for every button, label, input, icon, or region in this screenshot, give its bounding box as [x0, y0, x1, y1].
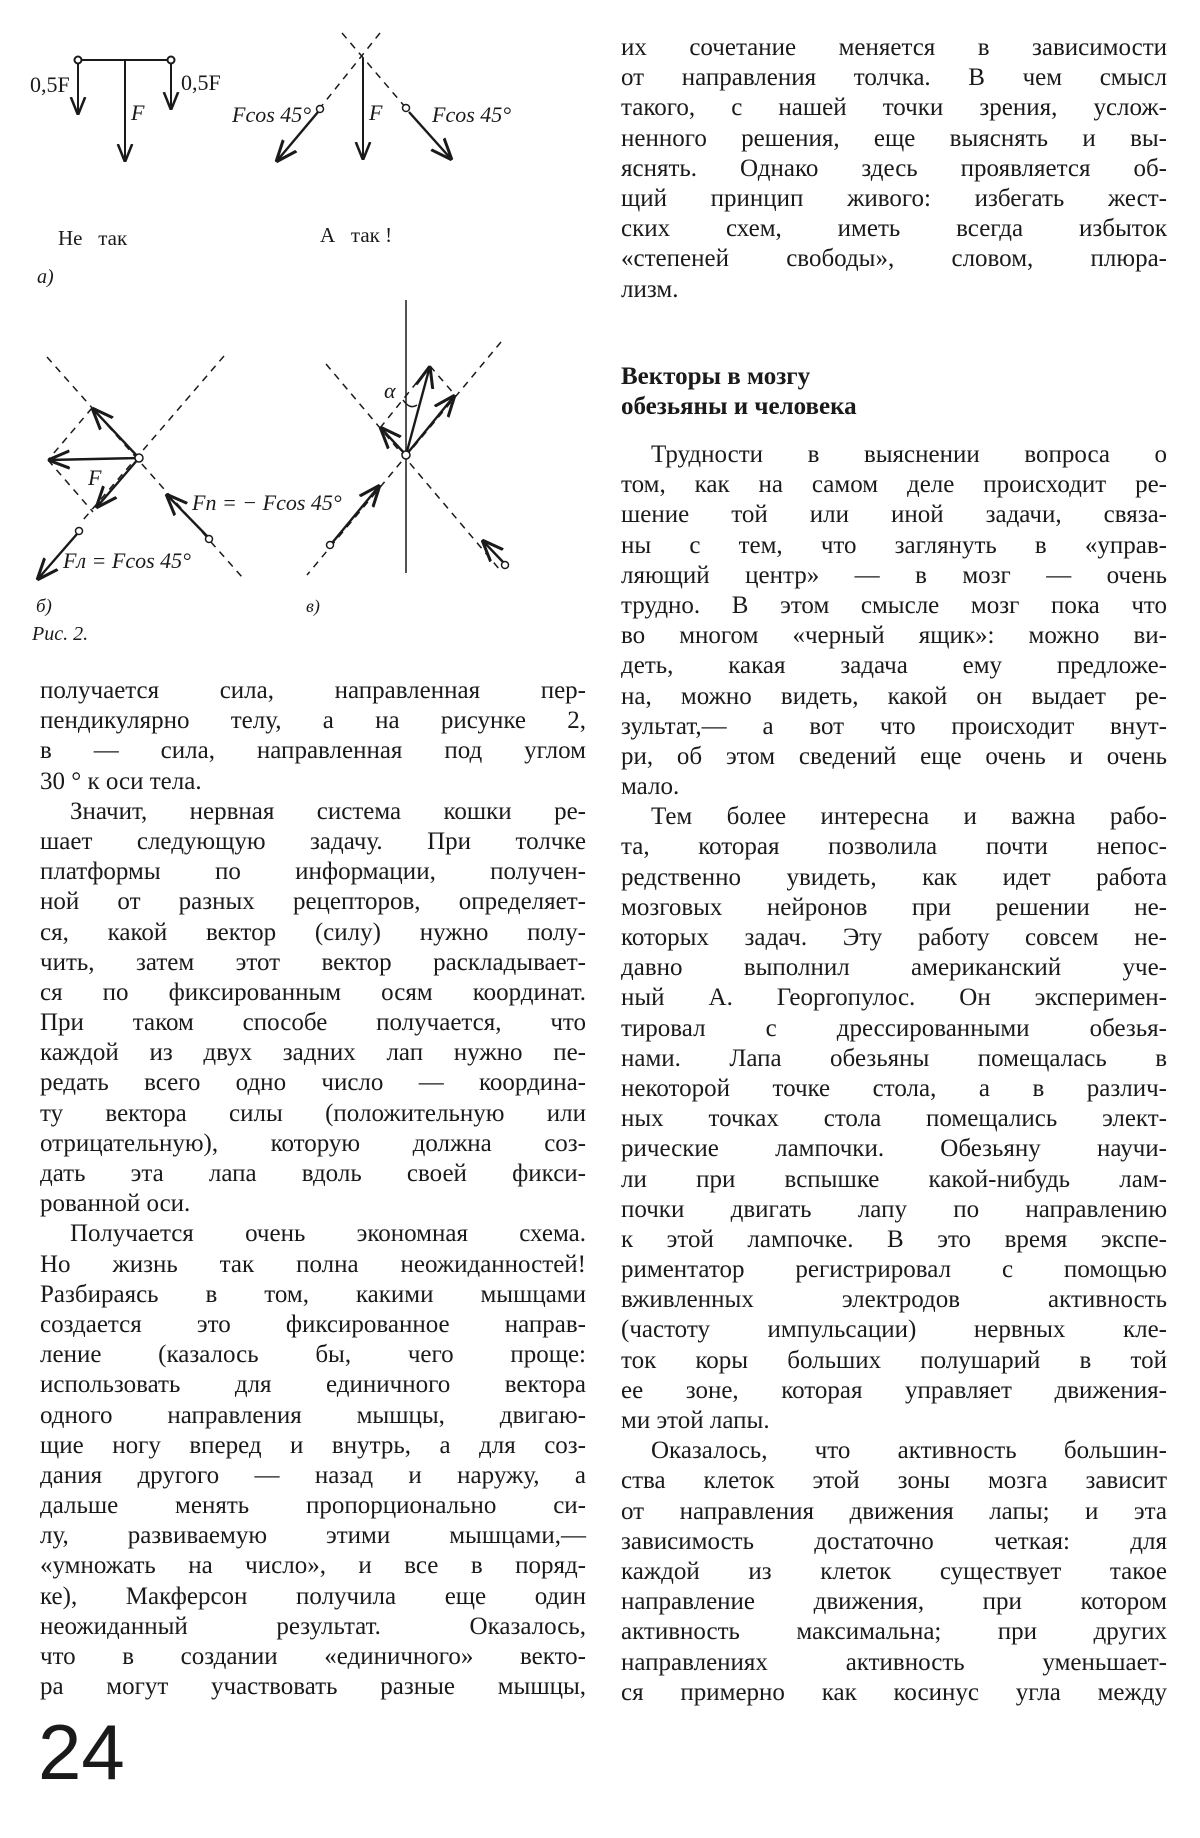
text-line: ся по фиксированным осям координат. — [40, 978, 586, 1006]
text-line: каждой из клеток существует такое — [621, 1557, 1167, 1585]
caption-wrong: Не так — [58, 226, 128, 250]
section-heading — [621, 362, 857, 422]
text-line: одного направления мышцы, двигаю- — [40, 1401, 586, 1429]
text-line: Разбираясь в том, какими мышцами — [40, 1280, 586, 1308]
text-line: ке), Макферсон получила еще один — [40, 1582, 586, 1610]
text-line: ной от разных рецепторов, определяет- — [40, 888, 586, 916]
text-line: рованной оси. — [40, 1190, 191, 1218]
label-b-left: Fл = Fcos 45° — [63, 548, 191, 573]
text-line: дать эта лапа вдоль своей фикси- — [40, 1160, 586, 1187]
text-line: При таком способе получается, что — [40, 1009, 586, 1037]
text-line: от направления движения лапы; и эта — [621, 1497, 1167, 1525]
text-line: лизм. — [621, 275, 679, 303]
left-column-text — [40, 676, 586, 1702]
text-line: ских схем, иметь всегда избыток — [621, 215, 1167, 243]
text-line: шает следующую задачу. При толчке — [40, 827, 586, 855]
text-line: риментатор регистрировал с помощью — [621, 1256, 1167, 1284]
panel-label-c: в) — [306, 596, 320, 616]
label-force-center: F — [369, 100, 383, 125]
figure-caption: Рис. 2. — [32, 623, 89, 645]
text-line: 30 ° к оси тела. — [40, 767, 202, 795]
text-line: от направления толчка. В чем смысл — [621, 64, 1167, 92]
text-line: некоторой точке стола, а в различ- — [621, 1074, 1167, 1102]
paragraph — [621, 440, 1167, 802]
text-line: ненного решения, еще выяснять и вы- — [621, 124, 1167, 152]
figure-2 — [0, 0, 620, 660]
text-line: деть, какая задача ему предложе- — [621, 652, 1167, 680]
text-line: «степеней свободы», словом, плюра- — [621, 245, 1167, 273]
text-line: давно выполнил американский уче- — [621, 954, 1167, 982]
text-line: вживленных электродов активность — [621, 1286, 1167, 1314]
text-line: мало. — [621, 773, 680, 801]
section-heading-line: Векторы в мозгу — [621, 363, 811, 390]
text-line: щие ногу вперед и внутрь, а для соз- — [40, 1431, 586, 1459]
text-line: ных точках стола помещались элект- — [621, 1105, 1167, 1133]
text-line: каждой из двух задних лап нужно пе- — [40, 1039, 586, 1067]
text-line: Но жизнь так полна неожиданностей! — [40, 1250, 586, 1278]
text-line: в — сила, направленная под углом — [40, 737, 586, 765]
text-line: ляющий центр» — в мозг — очень — [621, 561, 1167, 589]
text-line: (частоту импульсации) нервных кле- — [621, 1316, 1167, 1344]
text-line: отрицательную), которую должна соз- — [40, 1129, 586, 1157]
text-line: Значит, нервная система кошки ре- — [70, 797, 586, 825]
page-number: 24 — [38, 1708, 125, 1796]
text-line: направлениях активность уменьшает- — [621, 1648, 1167, 1676]
text-line: та, которая позволила почти непос- — [621, 833, 1167, 861]
text-line: ства клеток этой зоны мозга зависит — [621, 1467, 1167, 1495]
paragraph — [40, 676, 586, 797]
right-column-top-text — [621, 33, 1167, 305]
text-line: ее зоне, которая управляет движения- — [621, 1376, 1167, 1404]
text-line: ра могут участвовать разные мышцы, — [40, 1673, 586, 1701]
label-fcos-right: Fcos 45° — [432, 102, 512, 127]
text-line: использовать для единичного вектора — [40, 1371, 586, 1399]
text-line: направление движения, при котором — [621, 1588, 1167, 1616]
text-line: зависимость достаточно четкая: для — [621, 1527, 1167, 1555]
text-line: на, можно видеть, какой он выдает ре- — [621, 682, 1167, 710]
text-line: что в создании «единичного» векто- — [40, 1643, 586, 1670]
text-line: неожиданный результат. Оказалось, — [40, 1612, 586, 1640]
paragraph — [621, 33, 1167, 305]
text-line: дания другого — назад и наружу, а — [40, 1461, 586, 1489]
text-line: платформы по информации, получен- — [40, 858, 586, 886]
text-line: ли при вспышке какой-нибудь лам- — [621, 1165, 1167, 1193]
text-line: активность максимальна; при других — [621, 1618, 1167, 1646]
text-line: мозговых нейронов при решении не- — [621, 893, 1167, 921]
text-line: яснять. Однако здесь проявляется об- — [621, 154, 1167, 182]
figure-a-right — [276, 33, 452, 162]
text-line: ный А. Георгопулос. Он эксперимен- — [621, 984, 1167, 1012]
label-half-force-right: 0,5F — [181, 70, 221, 95]
panel-label-a: а) — [37, 266, 54, 288]
label-half-force-left: 0,5F — [30, 72, 70, 97]
paragraph — [621, 802, 1167, 1436]
text-line: щий принцип живого: избегать жест- — [621, 184, 1167, 212]
paragraph — [621, 1436, 1167, 1708]
figure-a-wrong — [75, 57, 175, 163]
text-line: чить, затем этот вектор раскладывает- — [40, 948, 586, 976]
text-line: трудно. В этом смысле мозг пока что — [621, 591, 1167, 619]
figure-b — [37, 356, 242, 580]
text-line: Тем более интересна и важна рабо- — [651, 803, 1167, 831]
text-line: ление (казалось бы, чего проще: — [40, 1341, 586, 1369]
text-line: такого, с нашей точки зрения, услож- — [621, 94, 1167, 122]
text-line: дальше менять пропорционально си- — [40, 1492, 586, 1520]
text-line: получается сила, направленная пер- — [40, 677, 586, 704]
text-line: ми этой лапы. — [621, 1407, 770, 1434]
text-line: «умножать на число», и все в поряд- — [40, 1552, 586, 1580]
label-force: F — [131, 100, 145, 125]
text-line: во многом «черный ящик»: можно ви- — [621, 622, 1167, 650]
text-line: ны с тем, что заглянуть в «управ- — [621, 531, 1167, 559]
label-b-force: F — [88, 465, 102, 490]
text-line: их сочетание меняется в зависимости — [621, 34, 1167, 61]
text-line: тировал с дрессированными обезья- — [621, 1014, 1167, 1042]
paragraph — [40, 797, 586, 1220]
text-line: том, как на самом деле происходит ре- — [621, 471, 1167, 499]
text-line: ся примерно как косинус угла между — [621, 1678, 1167, 1706]
text-line: шение той или иной задачи, связа- — [621, 501, 1167, 529]
text-line: ток коры больших полушарий в той — [621, 1346, 1167, 1374]
text-line: Трудности в выяснении вопроса о — [651, 441, 1167, 468]
figure-c — [307, 300, 509, 575]
text-line: пендикулярно телу, а на рисунке 2, — [40, 707, 586, 735]
text-line: ри, об этом сведений еще очень и очень — [621, 742, 1167, 770]
text-line: редственно увидеть, как идет работа — [621, 863, 1167, 891]
text-line: лу, развиваемую этими мышцами,— — [40, 1522, 586, 1550]
section-heading-line: обезьяны и человека — [621, 393, 857, 420]
paragraph — [40, 1219, 586, 1702]
text-line: редать всего одно число — координа- — [40, 1069, 586, 1097]
text-line: зультат,— а вот что происходит внут- — [621, 712, 1167, 740]
text-line: Оказалось, что активность большин- — [651, 1437, 1167, 1465]
text-line: рические лампочки. Обезьяну научи- — [621, 1135, 1167, 1163]
panel-label-b: б) — [36, 596, 52, 617]
right-column-body-text — [621, 440, 1167, 1708]
caption-right: А так ! — [320, 223, 393, 247]
text-line: которых задач. Эту работу совсем не- — [621, 924, 1167, 951]
text-line: к этой лампочке. В это время экспе- — [621, 1225, 1167, 1253]
label-alpha: α — [384, 378, 396, 403]
text-line: ту вектора силы (положительную или — [40, 1099, 586, 1127]
label-fcos-left: Fcos 45° — [232, 102, 312, 127]
text-line: Получается очень экономная схема. — [70, 1220, 586, 1248]
text-line: создается это фиксированное направ- — [40, 1310, 586, 1338]
text-line: ся, какой вектор (силу) нужно полу- — [40, 918, 586, 946]
text-line: нами. Лапа обезьяны помещалась в — [621, 1044, 1167, 1072]
label-b-right: Fп = − Fcos 45° — [192, 490, 342, 515]
text-line: почки двигать лапу по направлению — [621, 1195, 1167, 1223]
